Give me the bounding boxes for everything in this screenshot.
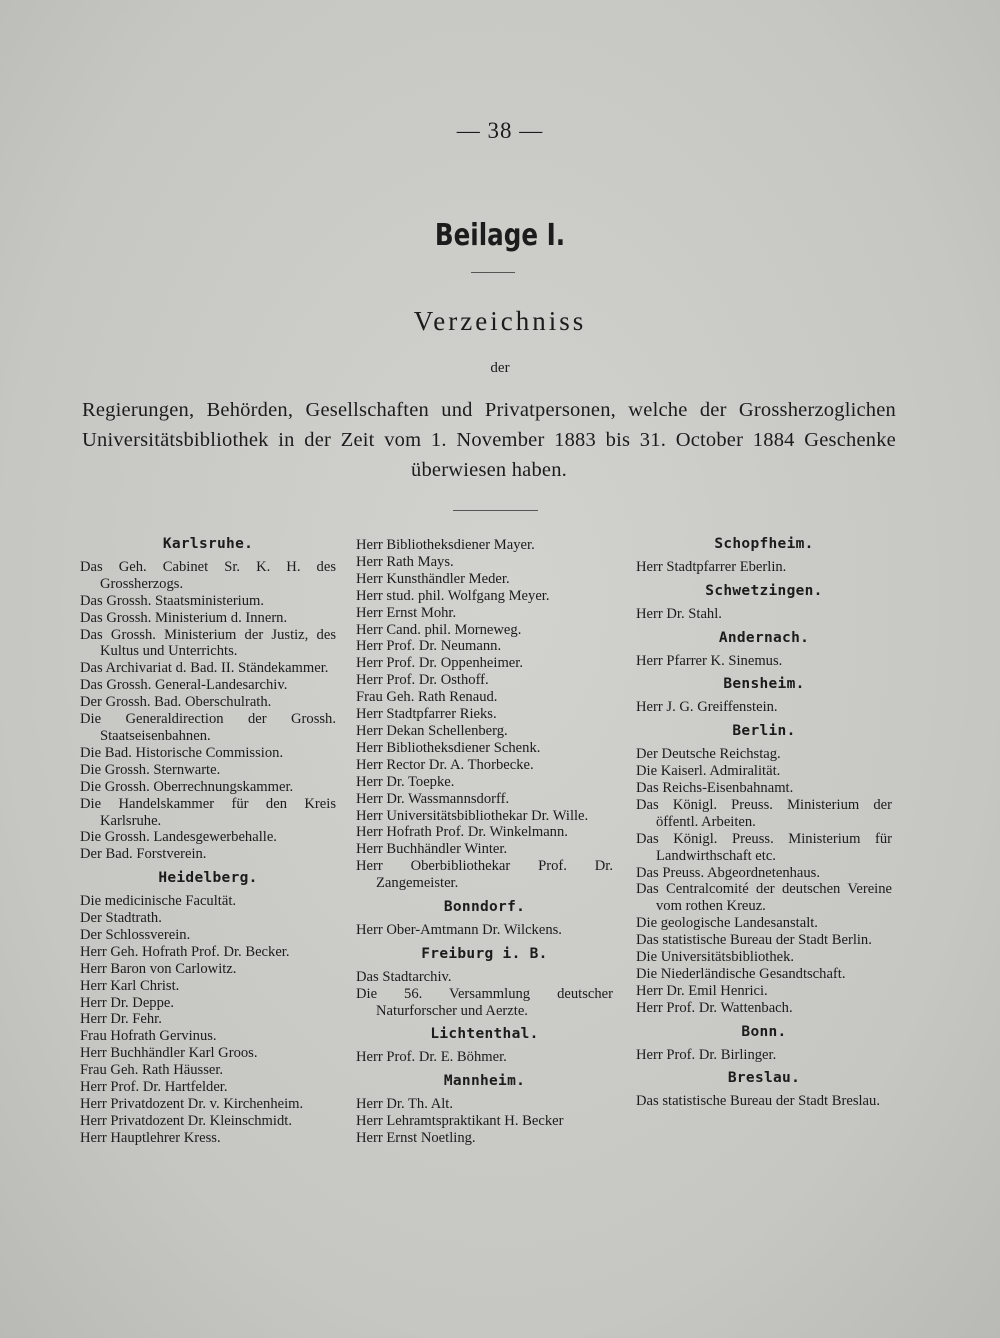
donor-entry: Herr Privatdozent Dr. v. Kirchenheim.: [80, 1096, 304, 1112]
donor-entry: Die geologische Landesanstalt.: [636, 915, 818, 932]
place-heading: Karlsruhe.: [162, 536, 254, 552]
donor-entry: Der Grossh. Bad. Oberschulrath.: [80, 694, 272, 711]
donor-entry: Die Grossh. Sternwarte.: [80, 761, 221, 778]
donor-entry: Herr stud. phil. Wolfgang Meyer.: [356, 587, 550, 604]
donor-entry: Die Kaiserl. Admiralität.: [636, 763, 781, 780]
donor-entry: Das Reichs-Eisenbahnamt.: [636, 779, 794, 796]
intro-divider: [453, 510, 538, 511]
donor-entry: Das statistische Bureau der Stadt Berlin.: [636, 932, 872, 949]
donor-entry: Herr Dr. Toepke.: [356, 773, 455, 790]
donor-entry: Das Königl. Preuss. Ministerium der öffentl. Arbeiten.: [636, 796, 892, 830]
donor-entry: Herr Dr. Fehr.: [80, 1011, 162, 1028]
donor-entry: Herr Dr. Deppe.: [80, 994, 175, 1011]
donor-entry: Herr Hauptlehrer Kress.: [80, 1129, 221, 1146]
place-heading: Heidelberg.: [158, 870, 258, 887]
page-number: — 38 —: [456, 118, 544, 143]
place-heading: Berlin.: [732, 723, 796, 740]
donor-entry: Herr Prof. Dr. Osthoff.: [356, 672, 489, 689]
donor-entry: Die Universitätsbibliothek.: [636, 949, 795, 966]
donor-entry: Herr J. G. Greiffenstein.: [636, 699, 778, 716]
list-title-connector: der: [490, 360, 510, 376]
donor-entry: Die Generaldirection der Grossh. Staatseisenbahnen.: [80, 711, 336, 744]
donor-entry: Herr Privatdozent Dr. Kleinschmidt.: [80, 1112, 292, 1129]
appendix-title: Beilage I.: [434, 218, 566, 253]
donor-entry: Die Bad. Historische Commission.: [80, 744, 284, 761]
donor-entry: Die Niederländische Gesandtschaft.: [636, 965, 846, 982]
donor-entry: Das Stadtarchiv.: [356, 968, 452, 985]
donor-entry: Herr Dr. Stahl.: [636, 605, 722, 622]
place-heading: Schwetzingen.: [705, 582, 823, 599]
donor-entry: Herr Lehramtspraktikant H. Becker: [356, 1113, 564, 1130]
place-heading: Bonn.: [741, 1023, 787, 1040]
place-heading: Bensheim.: [723, 676, 805, 693]
column-3: [636, 530, 892, 1110]
donor-entry: Das Grossh. Ministerium der Justiz, des Kultus und Unterrichts.: [80, 626, 336, 660]
donor-entry: Herr Prof. Dr. Wattenbach.: [636, 999, 793, 1016]
donor-entry: Der Schlossverein.: [80, 926, 191, 943]
place-heading: Bonndorf.: [443, 899, 526, 916]
donor-entry: Herr Bibliotheksdiener Schenk.: [356, 739, 541, 756]
donor-entry: Herr Ernst Mohr.: [356, 604, 457, 621]
donor-entry: Das Grossh. General-Landesarchiv.: [80, 677, 288, 694]
donor-entry: Herr Bibliotheksdiener Mayer.: [356, 537, 535, 553]
place-heading: Schopfheim.: [714, 536, 814, 552]
donor-entry: Die Grossh. Oberrechnungskammer.: [80, 778, 294, 795]
donor-entry: Die Grossh. Landesgewerbehalle.: [80, 829, 277, 846]
place-heading: Mannheim.: [443, 1073, 526, 1090]
donor-entry: Herr Prof. Dr. E. Böhmer.: [356, 1049, 507, 1066]
donor-entry: Herr Karl Christ.: [80, 977, 180, 994]
donor-entry: Die medicinische Facultät.: [80, 893, 237, 910]
donor-entry: Das Preuss. Abgeordnetenhaus.: [636, 864, 821, 881]
donor-entry: Herr Dr. Emil Henrici.: [636, 982, 768, 999]
donor-entry: Die 56. Versammlung deutscher Naturforscher und Aerzte.: [356, 985, 613, 1019]
list-title: Verzeichniss: [413, 306, 587, 336]
donor-entry: Herr Geh. Hofrath Prof. Dr. Becker.: [80, 943, 290, 960]
place-heading: Breslau.: [727, 1070, 801, 1087]
place-heading: Lichtenthal.: [430, 1026, 539, 1043]
donor-entry: Herr Hofrath Prof. Dr. Winkelmann.: [356, 824, 568, 841]
donor-entry: Herr Universitätsbibliothekar Dr. Wille.: [356, 807, 589, 824]
donor-entry: Der Deutsche Reichstag.: [636, 746, 781, 763]
donor-entry: Frau Geh. Rath Häusser.: [80, 1062, 224, 1079]
donor-entry: Herr Rath Mays.: [356, 553, 454, 570]
donor-entry: Herr Dr. Wassmannsdorff.: [356, 790, 510, 807]
column-1: [80, 530, 336, 1147]
donor-entry: Das Geh. Cabinet Sr. K. H. des Grossherzogs.: [80, 558, 336, 592]
donor-entry: Herr Dr. Th. Alt.: [356, 1096, 454, 1113]
donor-entry: Herr Oberbibliothekar Prof. Dr. Zangemeister.: [356, 858, 613, 892]
donor-entry: Das statistische Bureau der Stadt Breslau.: [636, 1093, 880, 1110]
place-heading: Andernach.: [718, 629, 810, 646]
donor-entry: Der Bad. Forstverein.: [80, 846, 207, 863]
donor-entry: Herr Buchhändler Winter.: [356, 841, 508, 858]
donor-entry: Herr Kunsthändler Meder.: [356, 570, 510, 587]
title-divider: [471, 272, 515, 273]
donor-entry: Herr Prof. Dr. Neumann.: [356, 638, 502, 655]
donor-entry: Herr Pfarrer K. Sinemus.: [636, 652, 783, 669]
donor-entry: Frau Hofrath Gervinus.: [80, 1028, 217, 1045]
donor-entry: Die Handelskammer für den Kreis Karlsruhe.: [80, 795, 336, 829]
donor-entry: Herr Rector Dr. A. Thorbecke.: [356, 756, 534, 773]
place-heading: Freiburg i. B.: [421, 945, 548, 962]
donor-entry: Herr Stadtpfarrer Eberlin.: [636, 558, 787, 575]
donor-entry: Herr Ober-Amtmann Dr. Wilckens.: [356, 921, 562, 938]
donor-entry: Herr Prof. Dr. Hartfelder.: [80, 1079, 228, 1096]
donor-entry: Herr Cand. phil. Morneweg.: [356, 621, 522, 638]
donor-entry: Das Archivariat d. Bad. II. Ständekammer.: [80, 660, 329, 677]
intro-paragraph: Regierungen, Behörden, Gesellschaften und Privatpersonen, welche der Grossherzoglichen Universitätsbibliothek in der Zeit vom 1. November 1883 bis 31. October 1884 Geschenke überwiesen haben.: [82, 399, 896, 481]
donor-entry: Das Grossh. Staatsministerium.: [80, 592, 265, 609]
donor-entry: Der Stadtrath.: [80, 910, 162, 927]
donor-entry: Herr Buchhändler Karl Groos.: [80, 1045, 258, 1062]
donor-entry: Das Centralcomité der deutschen Vereine vom rothen Kreuz.: [636, 881, 892, 915]
donor-entry: Frau Geh. Rath Renaud.: [356, 689, 498, 706]
donor-entry: Herr Stadtpfarrer Rieks.: [356, 706, 497, 723]
donor-entry: Das Grossh. Ministerium d. Innern.: [80, 609, 288, 626]
column-2: [356, 537, 613, 1147]
donor-entry: Herr Dekan Schellenberg.: [356, 722, 508, 739]
donor-entry: Herr Ernst Noetling.: [356, 1130, 476, 1146]
donor-entry: Herr Prof. Dr. Birlinger.: [636, 1046, 777, 1063]
donor-entry: Herr Prof. Dr. Oppenheimer.: [356, 655, 523, 672]
donor-entry: Herr Baron von Carlowitz.: [80, 960, 237, 977]
donor-entry: Das Königl. Preuss. Ministerium für Landwirthschaft etc.: [636, 830, 892, 864]
